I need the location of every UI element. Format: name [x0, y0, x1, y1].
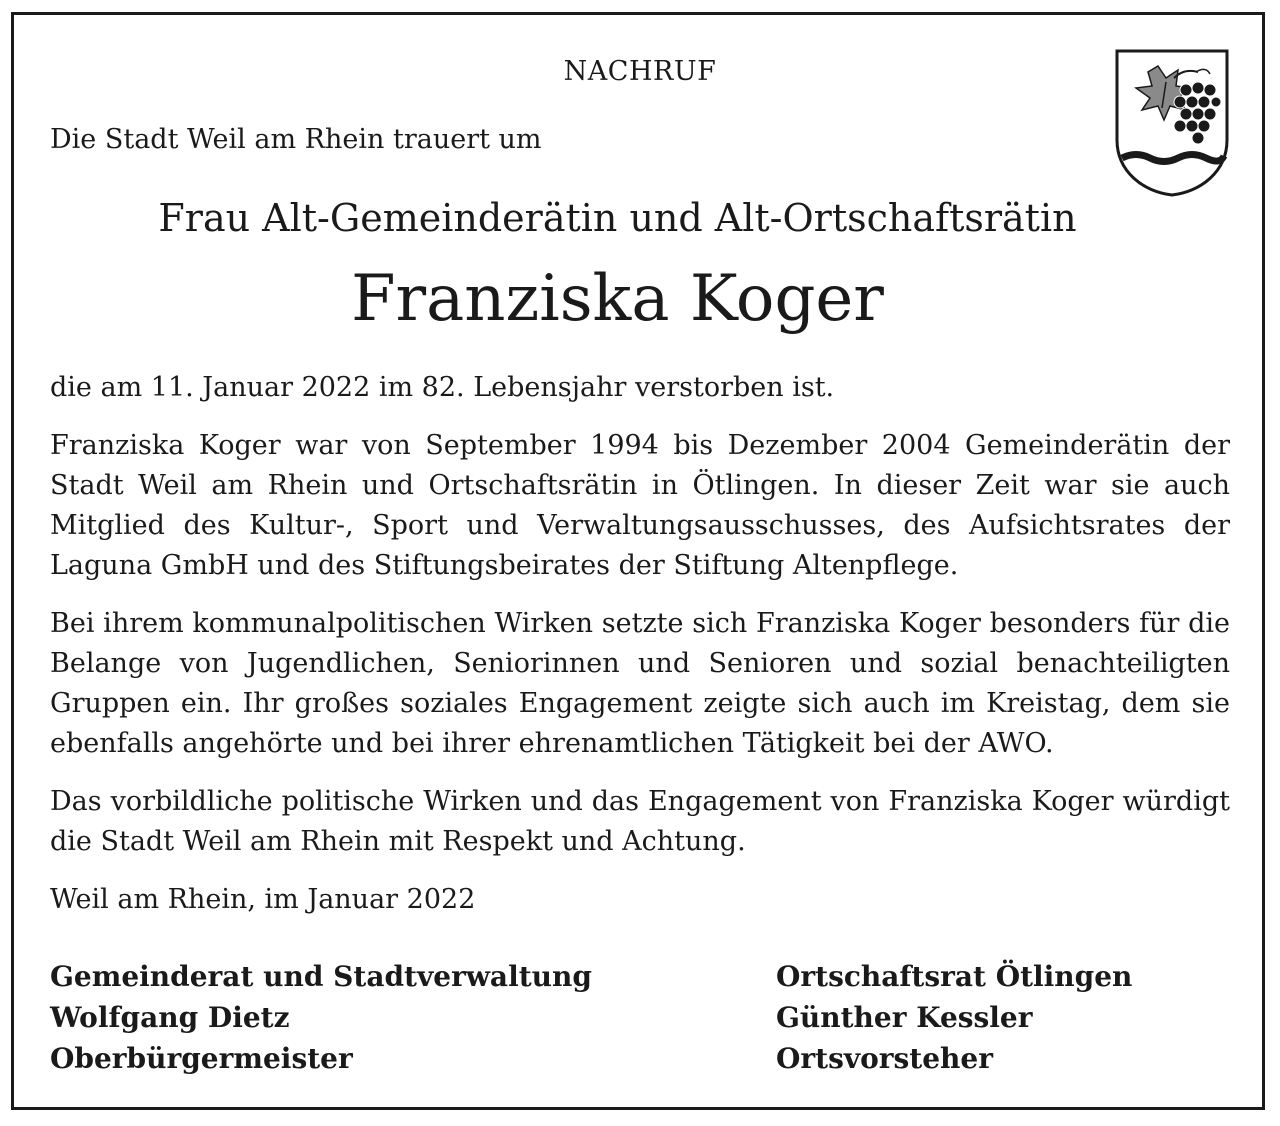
signature-organization: Ortschaftsrat Ötlingen — [776, 960, 1133, 993]
coat-of-arms-grape-icon — [1114, 48, 1230, 198]
signature-person: Wolfgang Dietz — [50, 1001, 290, 1034]
place-date-line: Weil am Rhein, im Januar 2022 — [50, 884, 476, 915]
signature-role: Oberbürgermeister — [50, 1042, 353, 1075]
notice-heading: NACHRUF — [563, 56, 717, 87]
career-paragraph: Franziska Koger war von September 1994 bis Dezember 2004 Gemeinderätin der Stadt Weil am Rhein und Ortschaftsrätin in Ötlingen. In dieser Zeit war sie auch Mitglied des Kultur-, Sport und Verwaltungsausschusses, des Aufsichtsrates der Laguna GmbH und des Stiftungsbeirates der Stiftung Altenpflege. — [50, 430, 1230, 581]
death-date-line: die am 11. Januar 2022 im 82. Lebensjahr verstorben ist. — [50, 372, 835, 403]
tribute-paragraph: Das vorbildliche politische Wirken und das Engagement von Franziska Koger würdigt die Stadt Weil am Rhein mit Respekt und Achtung. — [50, 786, 1230, 857]
signature-person: Günther Kessler — [776, 1001, 1033, 1034]
deceased-title: Frau Alt-Gemeinderätin und Alt-Ortschaftsrätin — [158, 196, 1077, 240]
notice-body — [50, 368, 1230, 938]
signature-role: Ortsvorsteher — [776, 1042, 993, 1075]
signature-right — [776, 956, 1132, 1079]
signature-left — [50, 956, 592, 1079]
intro-line: Die Stadt Weil am Rhein trauert um — [50, 124, 542, 155]
signature-organization: Gemeinderat und Stadtverwaltung — [50, 960, 592, 993]
deceased-name: Franziska Koger — [351, 262, 884, 336]
engagement-paragraph: Bei ihrem kommunalpolitischen Wirken setzte sich Franziska Koger besonders für die Belange von Jugendlichen, Seniorinnen und Senioren und sozial benachteiligten Gruppen ein. Ihr großes soziales Engagement zeigte sich auch im Kreistag, dem sie ebenfalls angehörte und bei ihrer ehrenamtlichen Tätigkeit bei der AWO. — [50, 608, 1230, 759]
